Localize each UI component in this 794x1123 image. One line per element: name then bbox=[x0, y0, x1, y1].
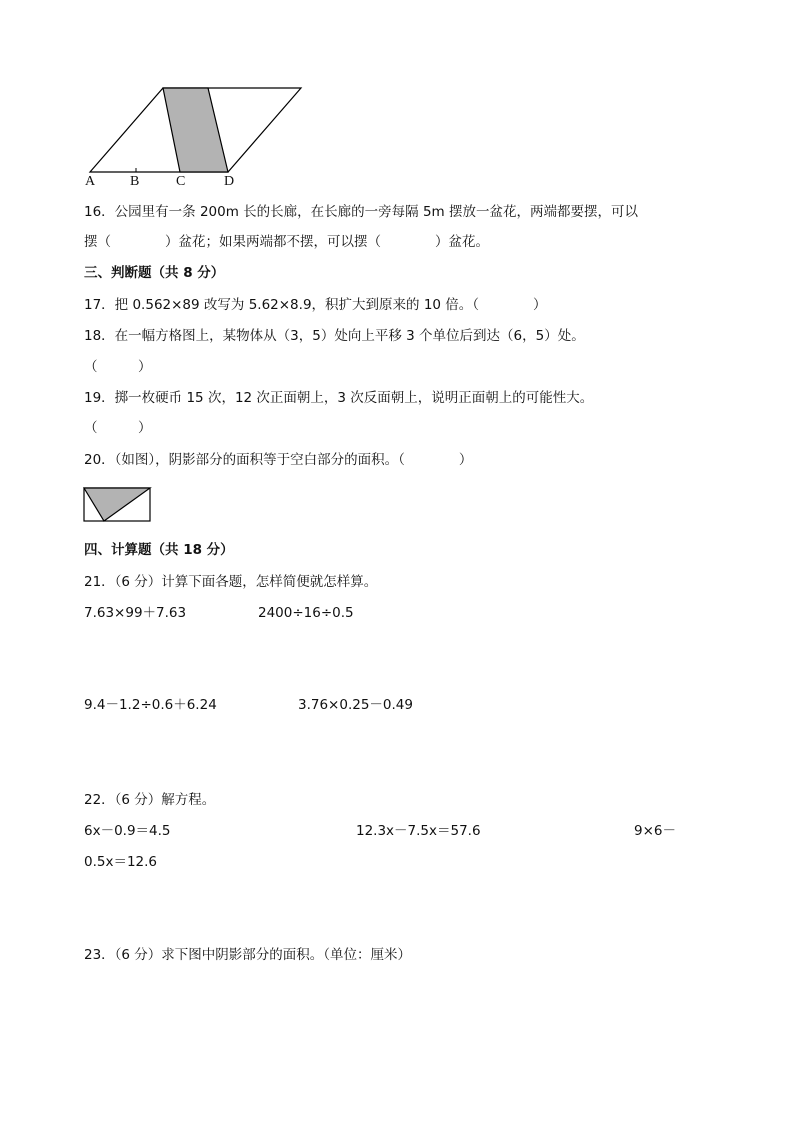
expression-2: 2400÷16÷0.5 bbox=[258, 605, 354, 621]
label-d: D bbox=[224, 174, 235, 189]
expression-3: 9.4－1.2÷0.6＋6.24 bbox=[84, 697, 217, 713]
question-17: 17．把 0.562×89 改写为 5.62×8.9，积扩大到原来的 10 倍。（ ） bbox=[84, 297, 547, 313]
label-a: A bbox=[85, 174, 96, 189]
section-4-title: 四、计算题（共 18 分） bbox=[84, 542, 234, 558]
equation-1: 6x－0.9＝4.5 bbox=[84, 823, 171, 839]
question-19-answer[interactable]: （ ） bbox=[84, 420, 152, 436]
question-21: 21．（6 分）计算下面各题，怎样简便就怎样算。 bbox=[84, 574, 378, 590]
question-22: 22．（6 分）解方程。 bbox=[84, 792, 216, 808]
shaded-region bbox=[163, 88, 228, 172]
equation-3-part2: 0.5x＝12.6 bbox=[84, 854, 158, 870]
question-18: 18．在一幅方格图上，某物体从（3，5）处向上平移 3 个单位后到达（6，5）处。 bbox=[84, 328, 585, 344]
question-20: 20．（如图），阴影部分的面积等于空白部分的面积。（ ） bbox=[84, 452, 473, 468]
question-16-line1: 16．公园里有一条 200m 长的长廊，在长廊的一旁每隔 5m 摆放一盆花，两端都要摆，可以 bbox=[84, 204, 638, 220]
label-c: C bbox=[176, 174, 186, 189]
question-19: 19．掷一枚硬币 15 次，12 次正面朝上，3 次反面朝上，说明正面朝上的可能性大。 bbox=[84, 390, 594, 406]
parallelogram-figure bbox=[80, 84, 320, 176]
equation-2: 12.3x－7.5x＝57.6 bbox=[356, 823, 481, 839]
expression-4: 3.76×0.25－0.49 bbox=[298, 697, 413, 713]
label-b: B bbox=[130, 174, 140, 189]
expression-1: 7.63×99＋7.63 bbox=[84, 605, 187, 621]
question-23: 23．（6 分）求下图中阴影部分的面积。（单位：厘米） bbox=[84, 947, 412, 963]
equation-3-part1: 9×6－ bbox=[634, 823, 676, 839]
section-3-title: 三、判断题（共 8 分） bbox=[84, 265, 225, 281]
question-16-line2: 摆（ ）盆花；如果两端都不摆，可以摆（ ）盆花。 bbox=[84, 234, 489, 250]
rectangle-triangle-figure bbox=[82, 486, 154, 524]
question-18-answer[interactable]: （ ） bbox=[84, 359, 152, 375]
shaded-triangle bbox=[84, 488, 150, 521]
